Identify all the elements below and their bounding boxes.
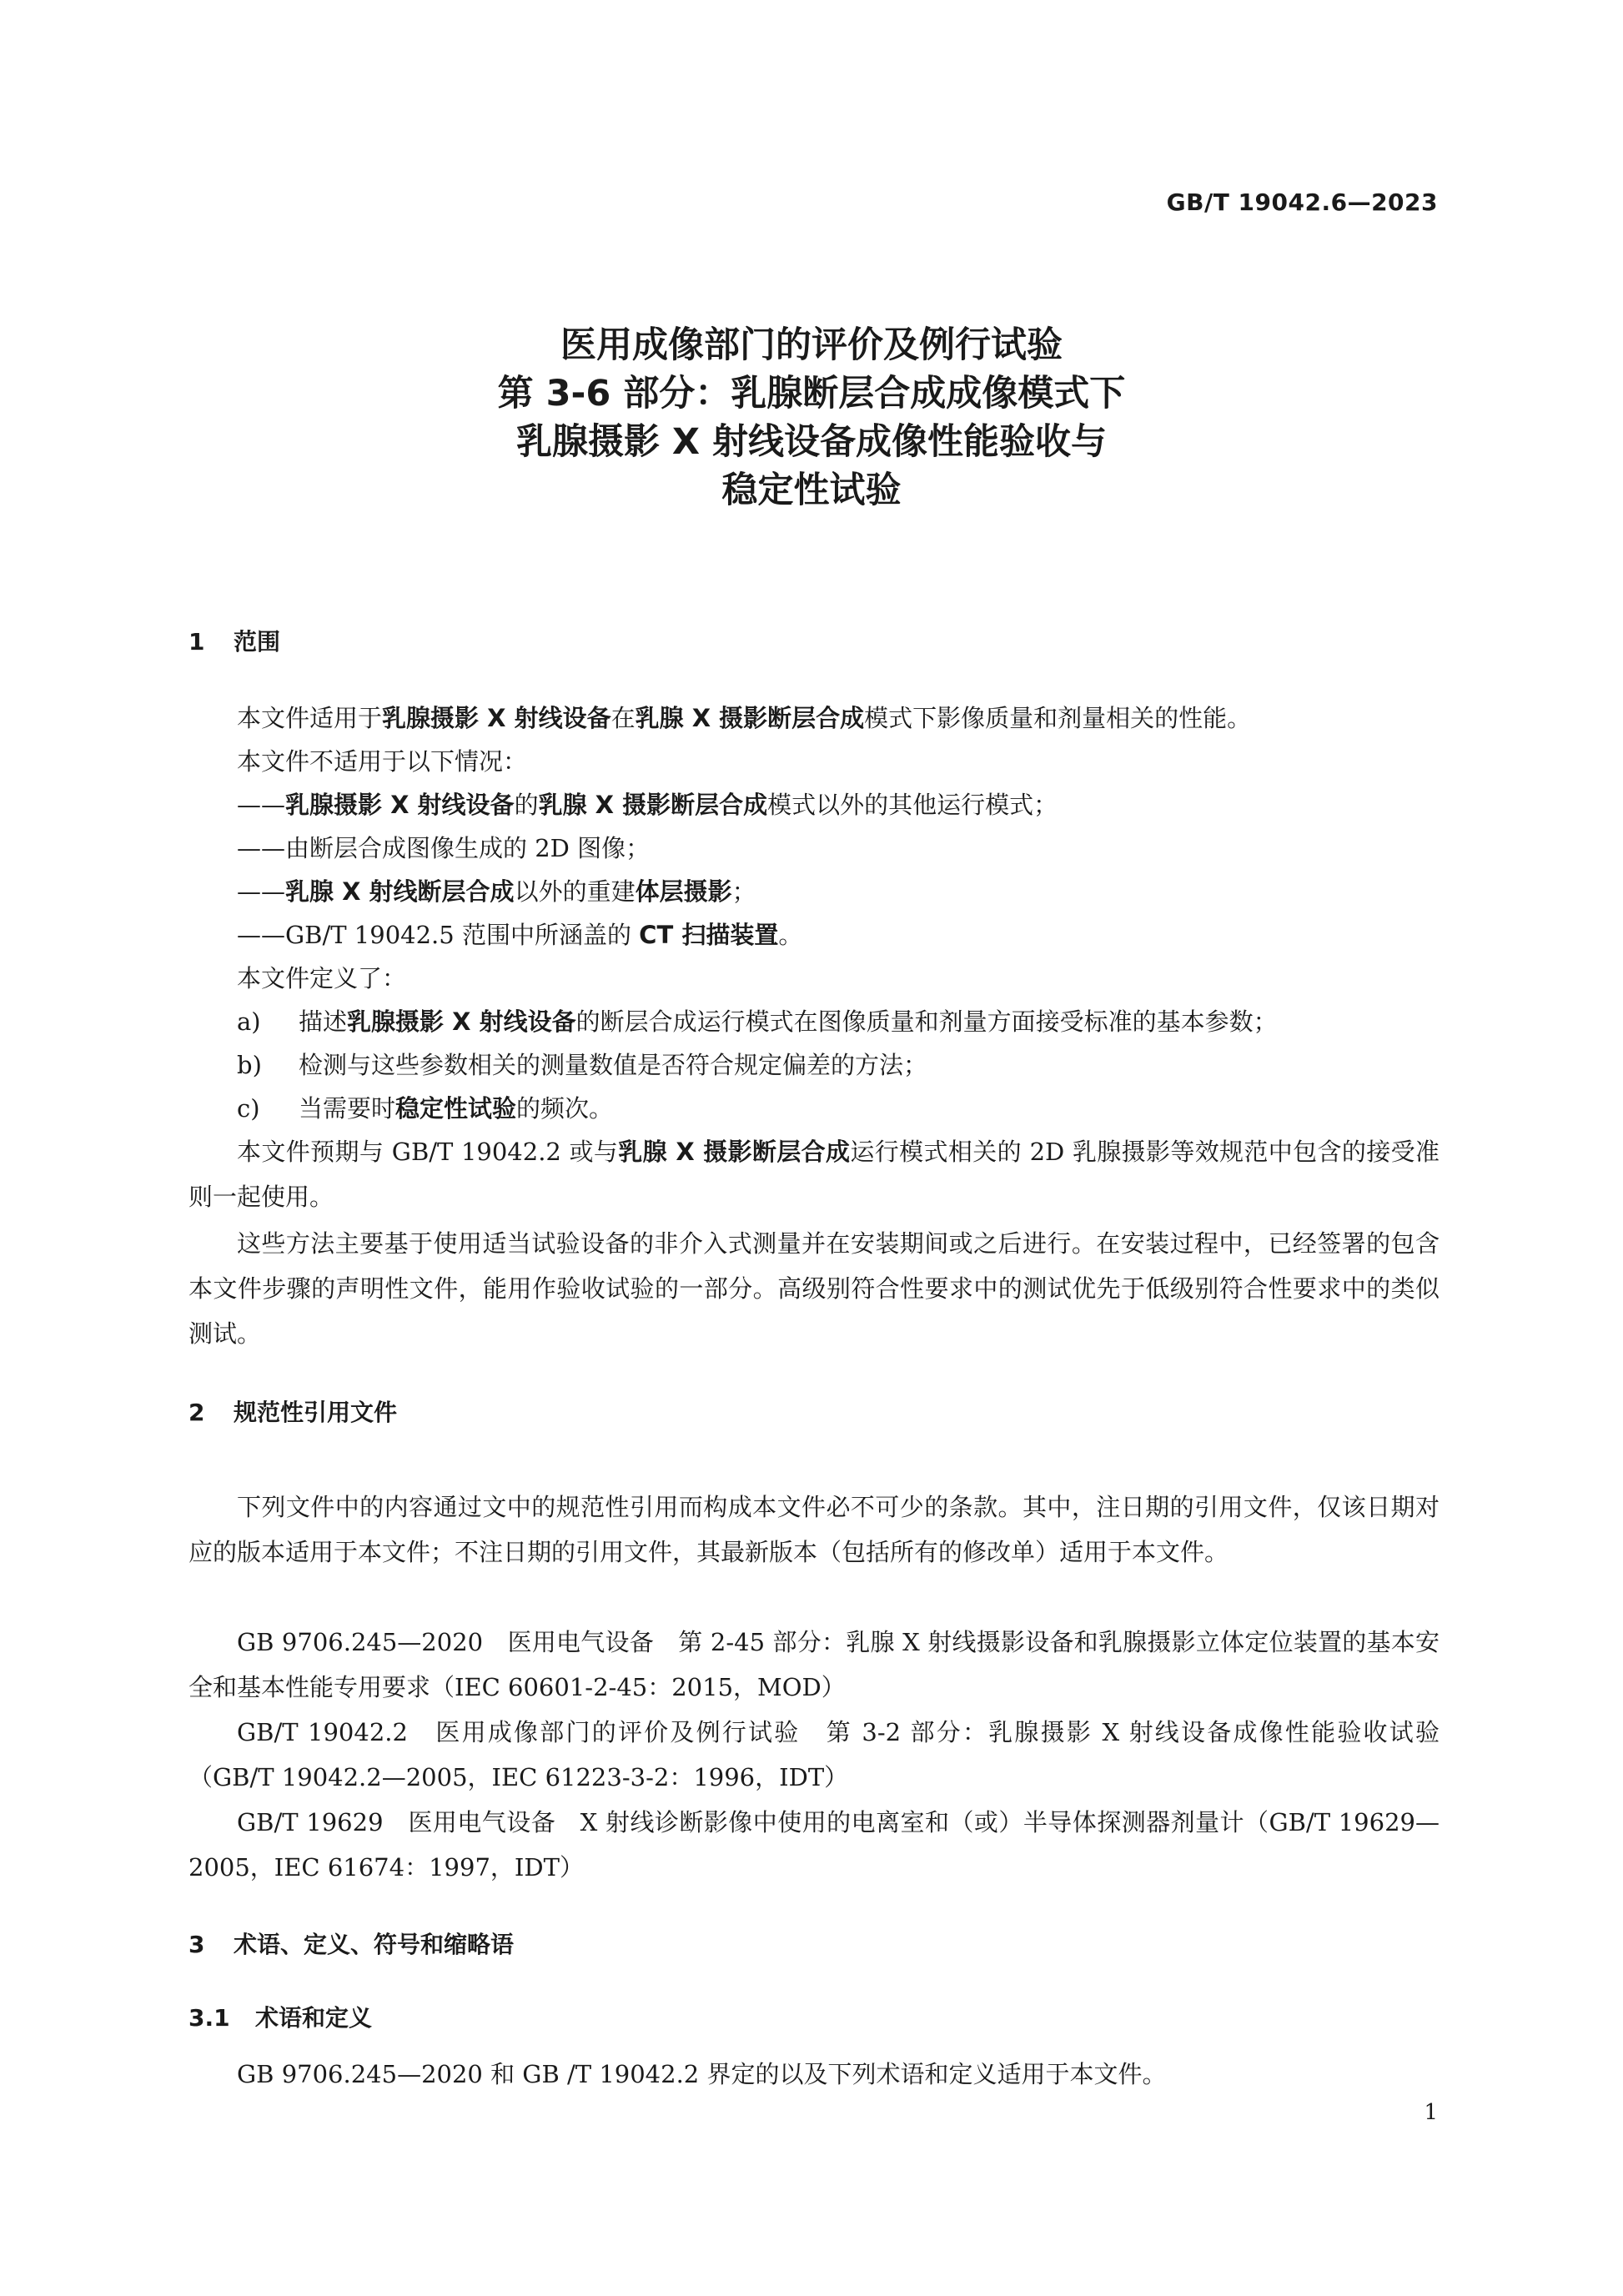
term-bold: 乳腺 X 摄影断层合成 [538, 791, 768, 819]
reference-1: GB 9706.245—2020 医用电气设备 第 2-45 部分：乳腺 X 射线摄影设备和乳腺摄影立体定位装置的基本安全和基本性能专用要求（IEC 60601-2-45：2015，MOD） [188, 1628, 1440, 1701]
term-bold: CT 扫描装置 [639, 921, 779, 949]
text-run: 运行模式相关的 2D 乳腺摄影等效规范中包含的接受准则一起使用。 [188, 1138, 1440, 1211]
text-run: GB/T 19042.5 范围中所涵盖的 [285, 921, 640, 949]
title-line-3: 乳腺摄影 X 射线设备成像性能验收与 [515, 421, 1108, 463]
text-run: 的断层合成运行模式在图像质量和剂量方面接受标准的基本参数； [575, 1007, 1278, 1036]
text-run: 模式以外的其他运行模式； [767, 791, 1058, 819]
scope-paragraph-3: 本文件定义了： [237, 964, 407, 992]
text-run: 。 [778, 921, 803, 949]
section-1-heading [188, 624, 280, 657]
section-number: 3 [188, 1931, 205, 1958]
dash-item-2 [237, 826, 650, 871]
list-item-c [237, 1086, 613, 1131]
section-title: 规范性引用文件 [234, 1399, 398, 1426]
text-run: 的 [514, 791, 539, 819]
text-run: 检测与这些参数相关的测量数值是否符合规定偏差的方法； [299, 1051, 928, 1079]
section-number: 2 [188, 1399, 205, 1426]
scope-paragraph-5: 这些方法主要基于使用适当试验设备的非介入式测量并在安装期间或之后进行。在安装过程中，已经签署的包含本文件步骤的声明性文件，能用作验收试验的一部分。高级别符合性要求中的测试优先于低级别符合性要求中的类似测试。 [188, 1229, 1440, 1348]
text-run: 本文件预期与 GB/T 19042.2 或与 [237, 1138, 619, 1166]
scope-paragraph-2: 本文件不适用于以下情况： [237, 747, 528, 776]
dash-marker: —— [237, 877, 285, 906]
references-intro: 下列文件中的内容通过文中的规范性引用而构成本文件必不可少的条款。其中，注日期的引用文件，仅该日期对应的版本适用于本文件；不注日期的引用文件，其最新版本（包括所有的修改单）适用于本文件。 [188, 1493, 1440, 1566]
dash-item-1 [237, 782, 1058, 827]
scope-paragraph-1 [237, 696, 1251, 741]
dash-marker: —— [237, 834, 285, 862]
subsection-title: 术语和定义 [255, 2004, 373, 2032]
term-bold: 稳定性试验 [395, 1094, 517, 1123]
list-marker: c) [237, 1094, 260, 1123]
term-bold: 体层摄影 [635, 877, 732, 906]
term-bold: 乳腺 X 射线断层合成 [285, 877, 515, 906]
text-run: 的频次。 [516, 1094, 614, 1123]
title-line-1: 医用成像部门的评价及例行试验 [560, 324, 1063, 366]
text-run: 当需要时 [299, 1094, 396, 1123]
section-title: 术语、定义、符号和缩略语 [234, 1931, 515, 1958]
dash-item-3 [237, 869, 756, 914]
term-bold: 乳腺 X 摄影断层合成 [635, 704, 865, 732]
term-bold: 乳腺摄影 X 射线设备 [347, 1007, 576, 1036]
document-title [0, 321, 1623, 515]
scope-paragraph-4 [188, 1129, 1440, 1219]
text-run: 描述 [299, 1007, 348, 1036]
list-marker: a) [237, 1007, 261, 1036]
text-run: 由断层合成图像生成的 2D 图像； [285, 834, 651, 862]
title-line-2: 第 3-6 部分：乳腺断层合成成像模式下 [497, 373, 1126, 414]
section-title: 范围 [234, 628, 281, 656]
section-3-heading [188, 1927, 514, 1960]
terms-paragraph: GB 9706.245—2020 和 GB /T 19042.2 界定的以及下列术语和定义适用于本文件。 [237, 2060, 1167, 2088]
text-run: 在 [611, 704, 636, 732]
term-bold: 乳腺摄影 X 射线设备 [382, 704, 611, 732]
text-run: ； [731, 877, 756, 906]
standard-code: GB/T 19042.6—2023 [1166, 188, 1438, 216]
text-run: 本文件适用于 [237, 704, 383, 732]
page-number: 1 [1424, 2100, 1438, 2125]
dash-marker: —— [237, 921, 285, 949]
title-line-4: 稳定性试验 [721, 470, 902, 511]
reference-2: GB/T 19042.2 医用成像部门的评价及例行试验 第 3-2 部分：乳腺摄影 X 射线设备成像性能验收试验（GB/T 19042.2—2005，IEC 61223-3-2：1996，IDT） [188, 1718, 1440, 1791]
reference-3: GB/T 19629 医用电气设备 X 射线诊断影像中使用的电离室和（或）半导体探测器剂量计（GB/T 19629—2005，IEC 61674：1997，IDT） [188, 1808, 1440, 1882]
dash-item-4 [237, 912, 802, 957]
text-run: 模式下影像质量和剂量相关的性能。 [864, 704, 1252, 732]
term-bold: 乳腺摄影 X 射线设备 [285, 791, 515, 819]
dash-marker: —— [237, 791, 285, 819]
subsection-number: 3.1 [188, 2004, 230, 2032]
section-number: 1 [188, 628, 205, 656]
subsection-3-1-heading [188, 2000, 372, 2033]
section-2-heading [188, 1394, 397, 1428]
list-marker: b) [237, 1051, 262, 1079]
text-run: 以外的重建 [514, 877, 636, 906]
list-item-a [237, 999, 1278, 1044]
term-bold: 乳腺 X 摄影断层合成 [618, 1138, 851, 1166]
list-item-b [237, 1042, 927, 1088]
